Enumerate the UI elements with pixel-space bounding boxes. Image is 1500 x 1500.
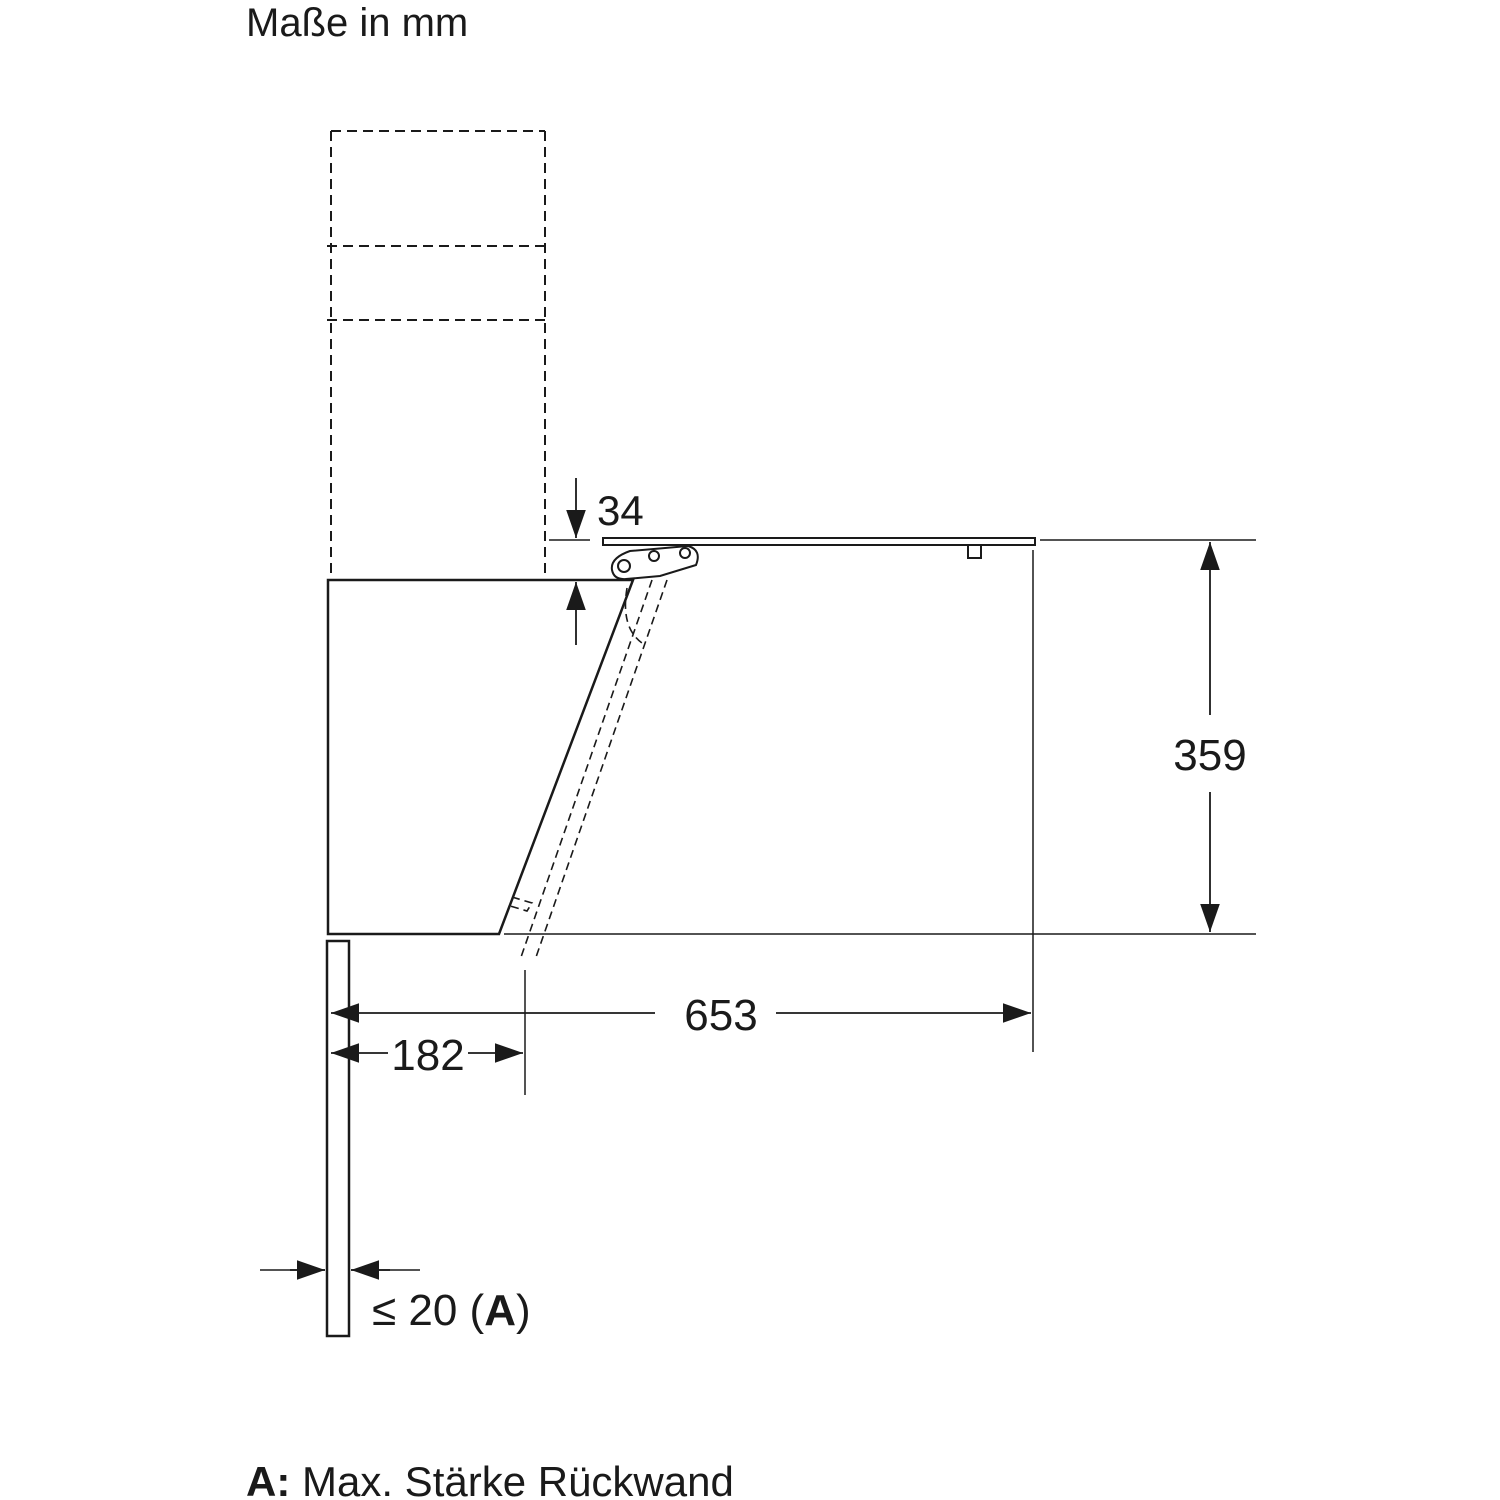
dimension-label-hood-front: 182: [391, 1031, 465, 1080]
dimension-label-height: 359: [1173, 731, 1247, 780]
legend-text: A: Max. Stärke Rückwand: [246, 1458, 734, 1500]
glass-panel: [603, 538, 1035, 545]
chimney-outline: [327, 131, 549, 577]
glass-panel-closed-outline: [507, 580, 667, 960]
page-title: Maße in mm: [246, 1, 469, 45]
dimension-label-glass-gap: 34: [597, 487, 644, 534]
dimension-label-depth: 653: [684, 991, 758, 1040]
back-wall: [327, 941, 349, 1336]
hood-body: [328, 580, 633, 934]
extension-lines: [260, 540, 1256, 1270]
hinge: [612, 546, 698, 579]
dimension-label-wall-thickness: ≤ 20 (A): [372, 1286, 531, 1335]
dimension-hood-front: [331, 1031, 523, 1080]
dimension-glass-gap: [576, 478, 644, 645]
glass-panel-stop: [968, 545, 981, 558]
dimension-height: [1173, 542, 1246, 932]
